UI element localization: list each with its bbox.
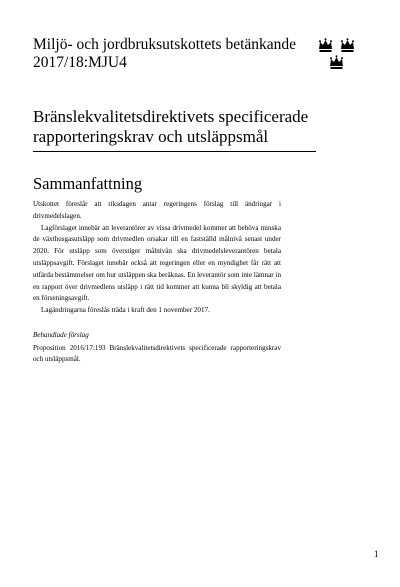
proposal-reference: Proposition 2016/17:193 Bränslekvalitetsdirektivets specificerade rapporteringskrav och utsläppsmål. [33,344,281,363]
document-header [33,36,303,72]
report-title: Bränslekvalitetsdirektivets specificerade rapporteringskrav och utsläppsmål [33,107,309,146]
treated-proposals-heading: Behandlade förslag [33,331,89,339]
title-divider [33,151,316,152]
crown-icon [330,57,343,69]
report-number: 2017/18:MJU4 [33,54,127,71]
page-number: 1 [374,549,379,559]
crown-icon [319,40,332,52]
crown-icon [341,40,354,52]
summary-paragraph: Lagförslaget innebär att leverantörer av vissa drivmedel kommer att behöva minska de växthusgasutsläpp som drivmedlen orsakar till en fastställd målnivå senast under 2020. För utsläpp som överstiger målnivån ska drivmedelsleverantören betala utsläppsavgift. Förslaget innebär också att regeringen eller en myndighet får rätt att utfärda bestämmelser om hur utsläppen ska beräknas. En leverantör som inte lämnar in en rapport över drivmedlens utsläpp i rätt tid kommer att kunna bli skyldig att betala en förseningsavgift. [33,223,281,303]
three-crowns-icon [318,37,356,71]
summary-body [33,199,281,317]
committee-report-label: Miljö- och jordbruksutskottets betänkande [33,36,297,53]
summary-paragraph: Lagändringarna föreslås träda i kraft den 1 november 2017. [41,306,210,315]
section-heading-summary: Sammanfattning [33,174,143,193]
summary-paragraph: Utskottet föreslår att riksdagen antar regeringens förslag till ändringar i drivmedelslagen. [33,200,281,220]
